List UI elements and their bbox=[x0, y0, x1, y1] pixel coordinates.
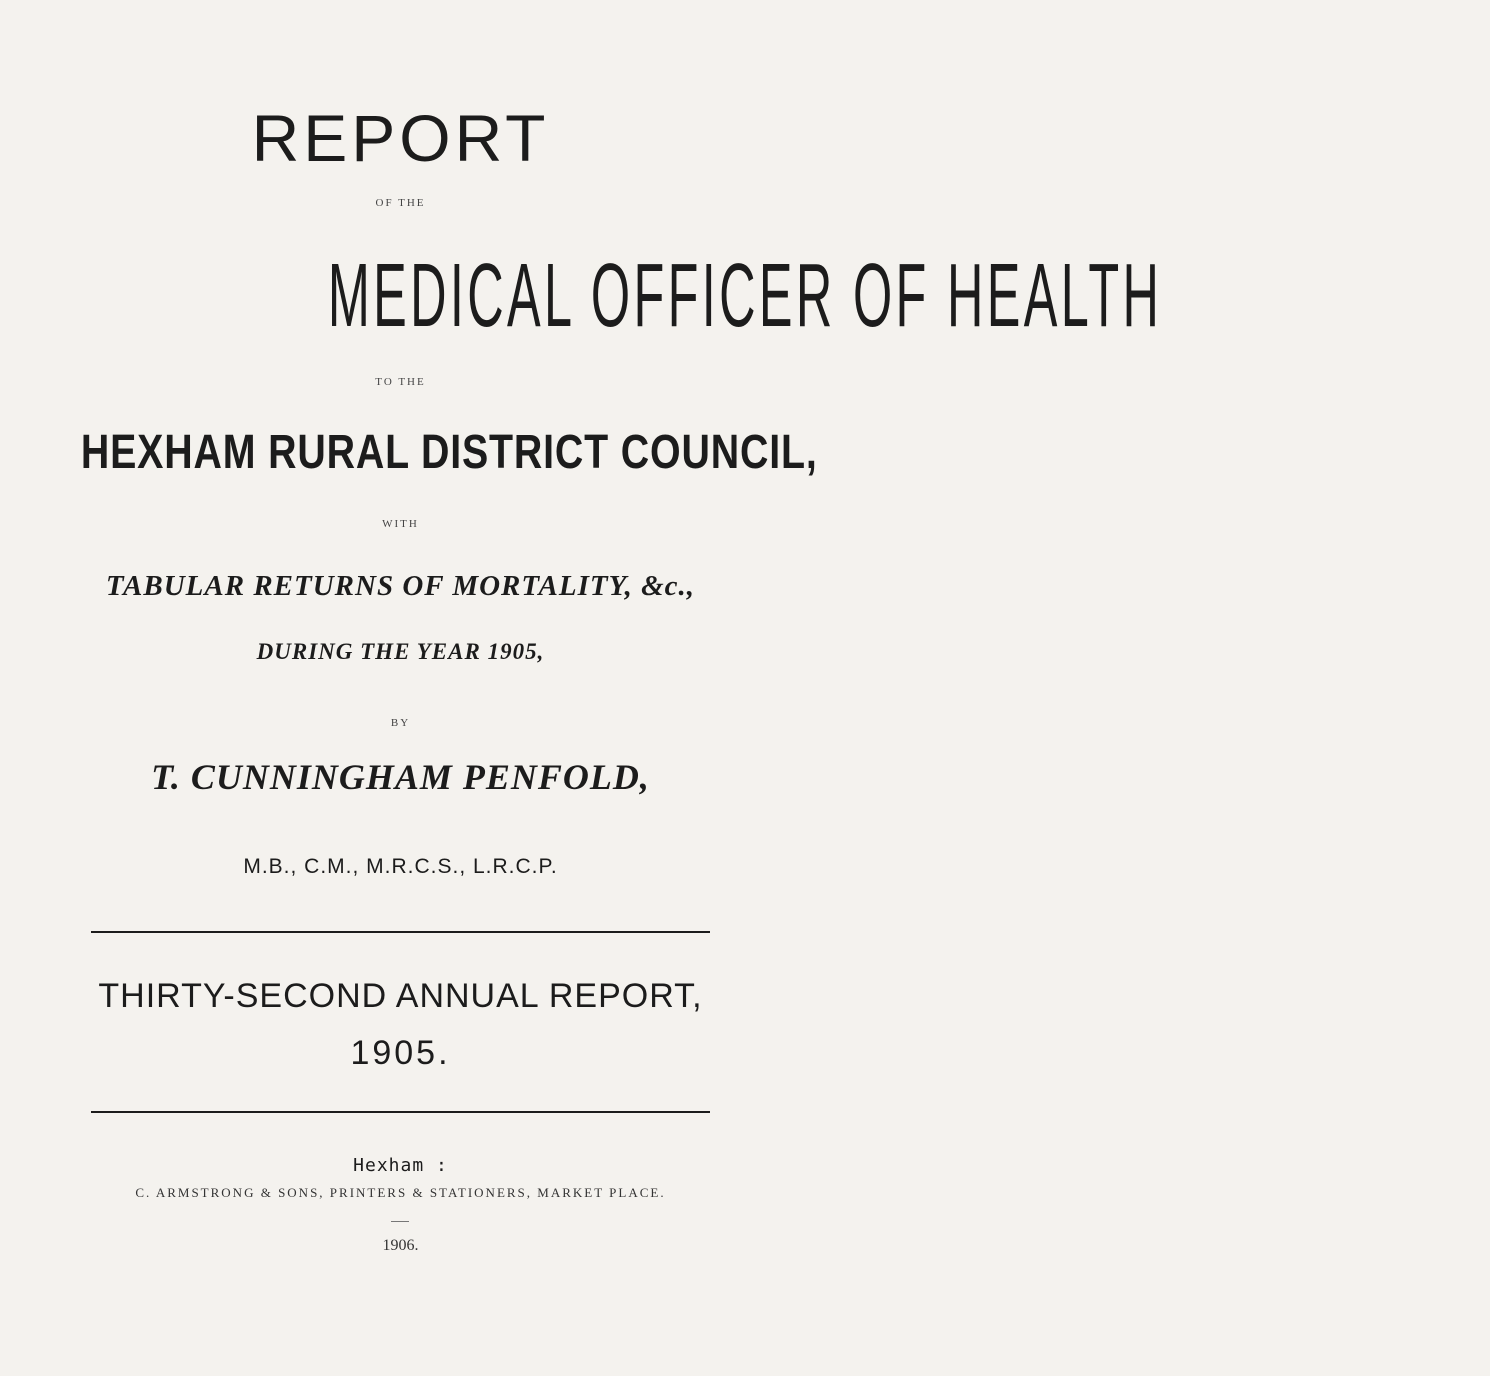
annual-report-heading: THIRTY-SECOND ANNUAL REPORT, bbox=[98, 977, 703, 1015]
officer-heading-text: MEDICAL OFFICER OF HEALTH bbox=[327, 246, 1163, 346]
publication-place: Hexham : bbox=[353, 1155, 448, 1176]
divider-rule-top bbox=[91, 931, 710, 933]
author-qualifications: M.B., C.M., M.R.C.S., L.R.C.P. bbox=[243, 855, 558, 878]
report-year: 1905. bbox=[350, 1034, 451, 1072]
divider-rule-bottom bbox=[91, 1111, 710, 1113]
to-the-text: TO THE bbox=[375, 376, 426, 388]
short-dash-divider bbox=[391, 1221, 409, 1222]
council-heading-text: HEXHAM RURAL DISTRICT COUNCIL, bbox=[80, 426, 818, 479]
with-text: WITH bbox=[382, 518, 419, 530]
during-year-line: DURING THE YEAR 1905, bbox=[256, 639, 545, 664]
tabular-returns-line: TABULAR RETURNS OF MORTALITY, &c., bbox=[105, 570, 696, 602]
by-text: BY bbox=[390, 717, 411, 729]
of-the-text: OF THE bbox=[375, 197, 426, 209]
printer-imprint: C. ARMSTRONG & SONS, PRINTERS & STATIONERS, MARKET PLACE. bbox=[135, 1185, 666, 1200]
publication-year: 1906. bbox=[382, 1237, 419, 1254]
officer-heading bbox=[0, 246, 1163, 346]
author-name: T. CUNNINGHAM PENFOLD, bbox=[151, 757, 650, 797]
council-heading bbox=[0, 424, 818, 482]
report-heading: REPORT bbox=[251, 101, 550, 175]
